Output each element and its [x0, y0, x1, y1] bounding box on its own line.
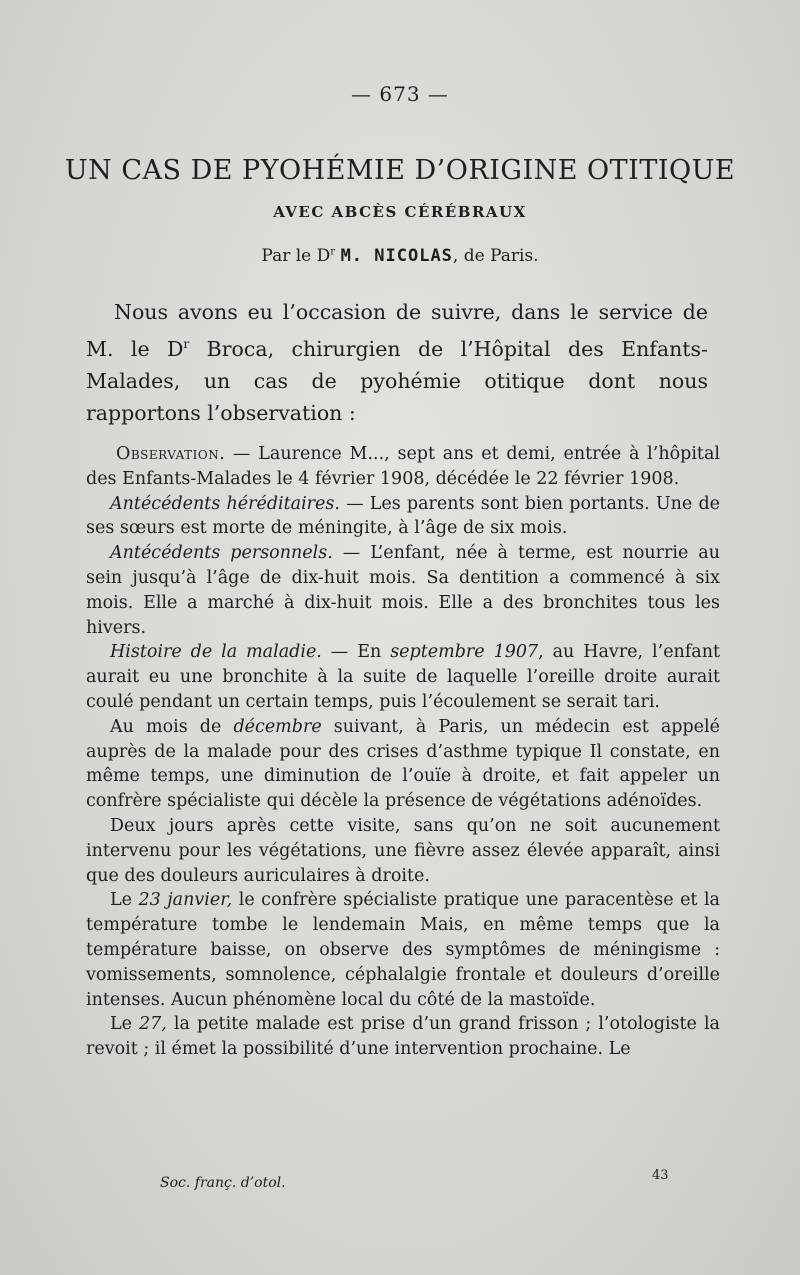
page-number: — 673 — [351, 82, 449, 106]
december-paragraph [86, 715, 720, 814]
history-paragraph [86, 640, 720, 714]
intro-sup: r [183, 337, 190, 351]
december-text-2: suivant, à Paris, un médecin est appelé auprès de la malade pour des crises d’asthme typique Il constate, en même temps, une diminution de l’ouïe à droite, et fait appeler un confrère spécialiste qui décèle la présence de végétations adénoïdes. [86, 716, 720, 812]
january-paragraph [86, 888, 720, 1012]
observation-label: Observation. [116, 444, 226, 464]
january-date: 23 janvier, [138, 890, 233, 911]
intro-paragraph [86, 296, 708, 429]
day-27-text-1: Le [110, 1014, 140, 1035]
hereditary-text: — Les parents sont bien portants. Une de ses sœurs est morte de méningite, à l’âge de six mois. [86, 493, 720, 539]
day-27-paragraph [86, 1012, 720, 1062]
december-text-1: Au mois de [110, 716, 234, 737]
history-text-1: — En [321, 642, 391, 663]
day-27-text-2: la petite malade est prise d’un grand frisson ; l’otologiste la revoit ; il émet la possibilité d’une intervention prochaine. Le [86, 1014, 720, 1060]
history-text-2: , au Havre, l’enfant aurait eu une bronchite à la suite de laquelle l’oreille droite aurait coulé pendant un certain temps, puis l’écoulement se serait tari. [86, 642, 721, 712]
body-text [86, 442, 720, 1062]
byline [0, 246, 800, 266]
author-name: M. NICOLAS [340, 246, 453, 266]
january-text-1: Le [110, 890, 139, 911]
byline-suffix: , de Paris. [452, 246, 539, 266]
january-text-2: le confrère spécialiste pratique une paracentèse et la température tombe le lendemain Mais, en même temps que la température baisse, on observe des symptômes de méningisme : vomissements, somnolence, céphalalgie frontale et douleurs d’oreille intenses. Aucun phénomène local du côté de la mastoïde. [86, 890, 720, 1010]
article-title: UN CAS DE PYOHÉMIE D’ORIGINE OTITIQUE [64, 155, 736, 186]
personal-paragraph [86, 541, 720, 640]
byline-prefix-sup: r [330, 246, 336, 258]
history-label: Histoire de la maladie. [110, 642, 322, 663]
history-date: septembre 1907 [390, 642, 539, 663]
byline-prefix: Par le D [261, 246, 331, 266]
article-subtitle: AVEC ABCÈS CÉRÉBRAUX [273, 203, 527, 221]
hereditary-paragraph [86, 492, 720, 542]
journal-footer: Soc. franç. d’otol. [160, 1175, 286, 1191]
day-27-date: 27, [139, 1014, 167, 1035]
intro-text-2: Broca, chirurgien de l’Hôpital des Enfants-Malades, un cas de pyohémie otitique dont nous rapportons l’observation : [86, 336, 708, 425]
signature-mark: 43 [652, 1168, 669, 1183]
personal-label: Antécédents personnels. [110, 543, 333, 564]
intro-text-1: Nous avons eu l’occasion de suivre, dans le service de M. le D [86, 300, 708, 361]
observation-paragraph [86, 442, 720, 492]
december-month: décembre [233, 716, 322, 737]
hereditary-label: Antécédents héréditaires. [110, 493, 340, 514]
two-days-paragraph: Deux jours après cette visite, sans qu’on ne soit aucunement intervenu pour les végétations, une fièvre assez élevée apparaît, ainsi que des douleurs auriculaires à droite. [86, 815, 720, 886]
personal-text: — L’enfant, née à terme, est nourrie au sein jusqu’à l’âge de dix-huit mois. Sa dentition a commencé à six mois. Elle a marché à dix-huit mois. Elle a des bronchites tous les hivers. [86, 543, 720, 638]
observation-text: — Laurence M..., sept ans et demi, entrée à l’hôpital des Enfants-Malades le 4 février 1908, décédée le 22 février 1908. [86, 444, 720, 489]
